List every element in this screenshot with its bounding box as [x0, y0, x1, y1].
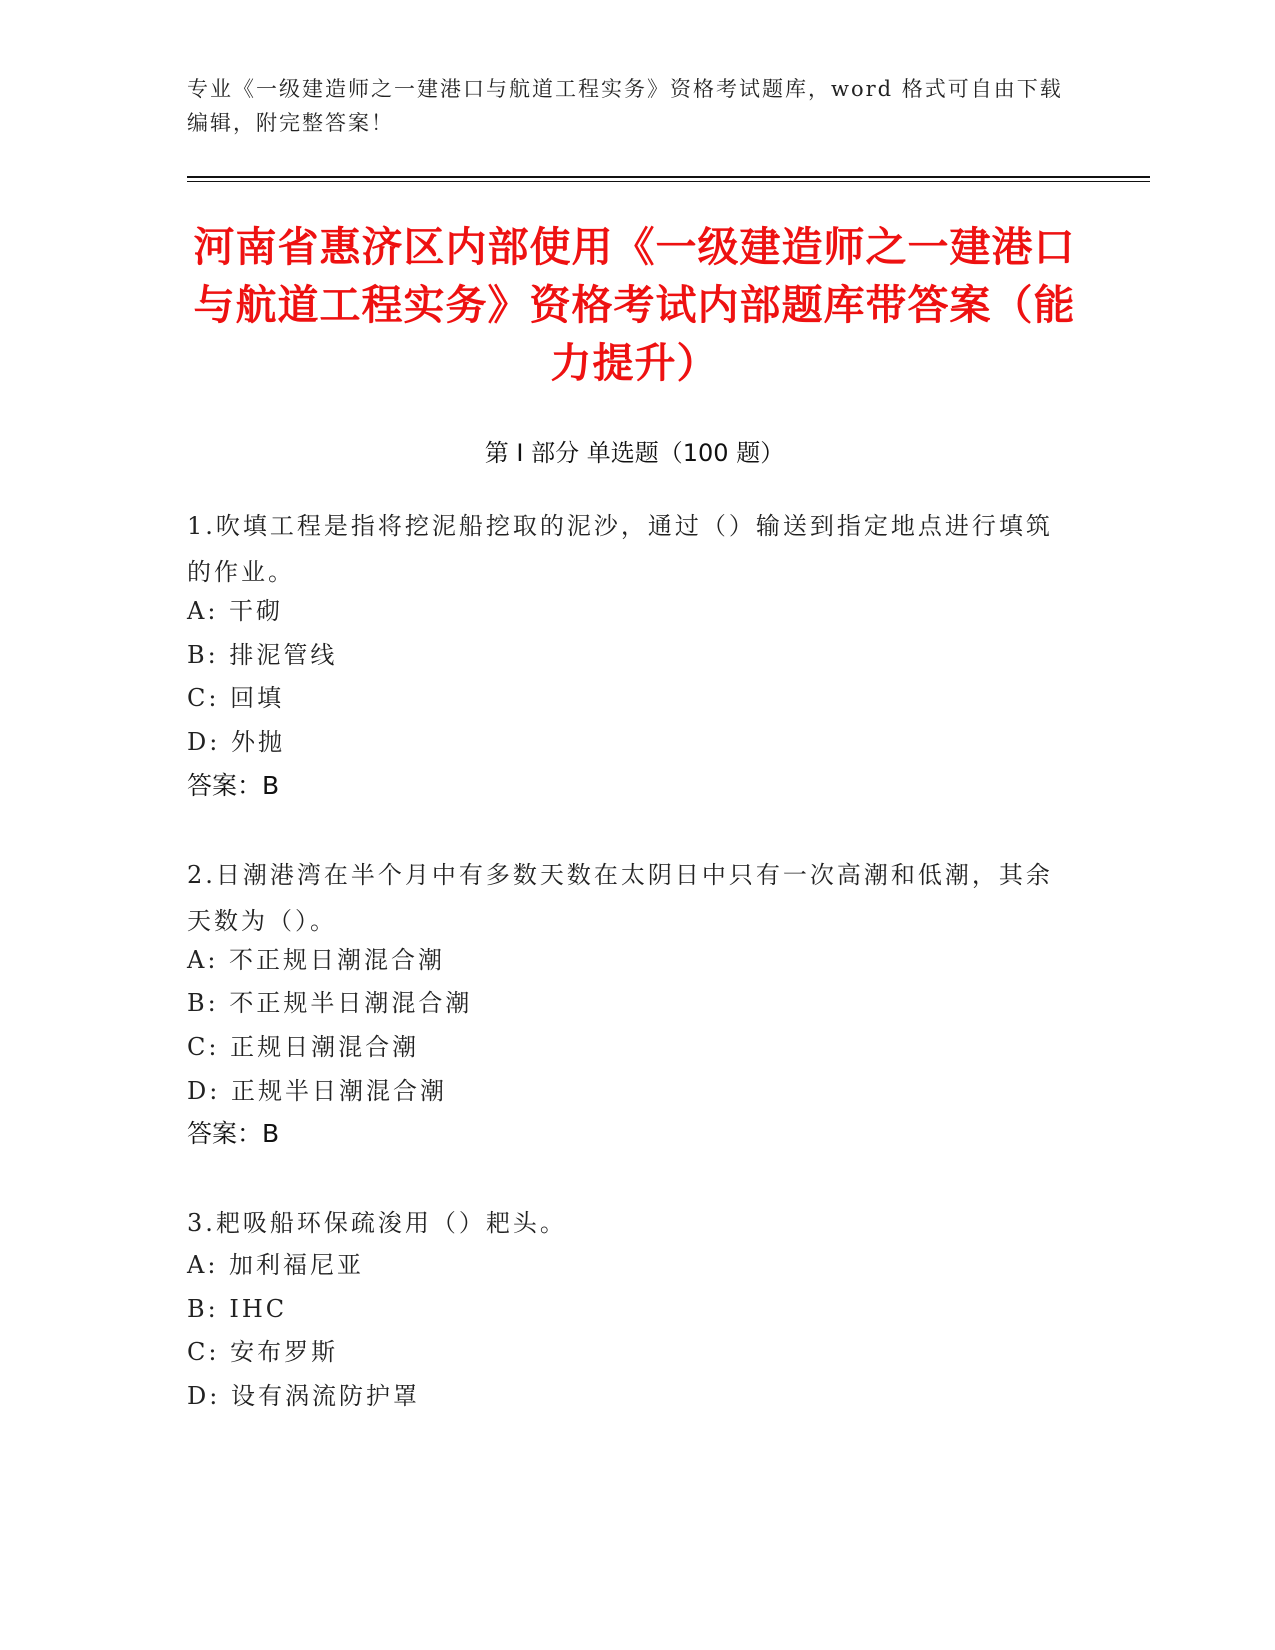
question-3-option-c: C: 安布罗斯 — [187, 1338, 339, 1366]
header-rule-thick — [187, 176, 1150, 178]
question-1-option-b: B: 排泥管线 — [187, 641, 338, 669]
section-title: 第 I 部分 单选题（100 题） — [484, 439, 785, 467]
question-1-option-d: D: 外抛 — [187, 728, 285, 756]
question-3-option-a: A: 加利福尼亚 — [187, 1251, 365, 1279]
question-2-option-c: C: 正规日潮混合潮 — [187, 1033, 420, 1061]
question-2-option-d: D: 正规半日潮混合潮 — [187, 1077, 447, 1105]
document-title: 河南省惠济区内部使用《一级建造师之一建港口与航道工程实务》资格考试内部题库带答案（能力提升） — [193, 223, 1076, 387]
header-note: 专业《一级建造师之一建港口与航道工程实务》资格考试题库，word 格式可自由下载编辑，附完整答案！ — [187, 77, 1063, 135]
question-3-text: 3.耙吸船环保疏浚用（）耙头。 — [187, 1209, 567, 1237]
question-1-option-a: A: 干砌 — [187, 597, 284, 625]
question-1-option-c: C: 回填 — [187, 684, 285, 712]
question-2-option-b: B: 不正规半日潮混合潮 — [187, 989, 473, 1017]
question-1-text: 1.吹填工程是指将挖泥船挖取的泥沙，通过（）输送到指定地点进行填筑的作业。 — [187, 512, 1053, 586]
question-2-option-a: A: 不正规日潮混合潮 — [187, 946, 446, 974]
question-2-text: 2.日潮港湾在半个月中有多数天数在太阴日中只有一次高潮和低潮，其余天数为（）。 — [187, 861, 1053, 935]
question-1-answer: 答案：B — [187, 771, 280, 800]
question-3-option-b: B: IHC — [187, 1295, 288, 1323]
header-rule-thin — [187, 181, 1150, 182]
question-3-option-d: D: 设有涡流防护罩 — [187, 1382, 420, 1410]
question-2-answer: 答案：B — [187, 1119, 280, 1148]
